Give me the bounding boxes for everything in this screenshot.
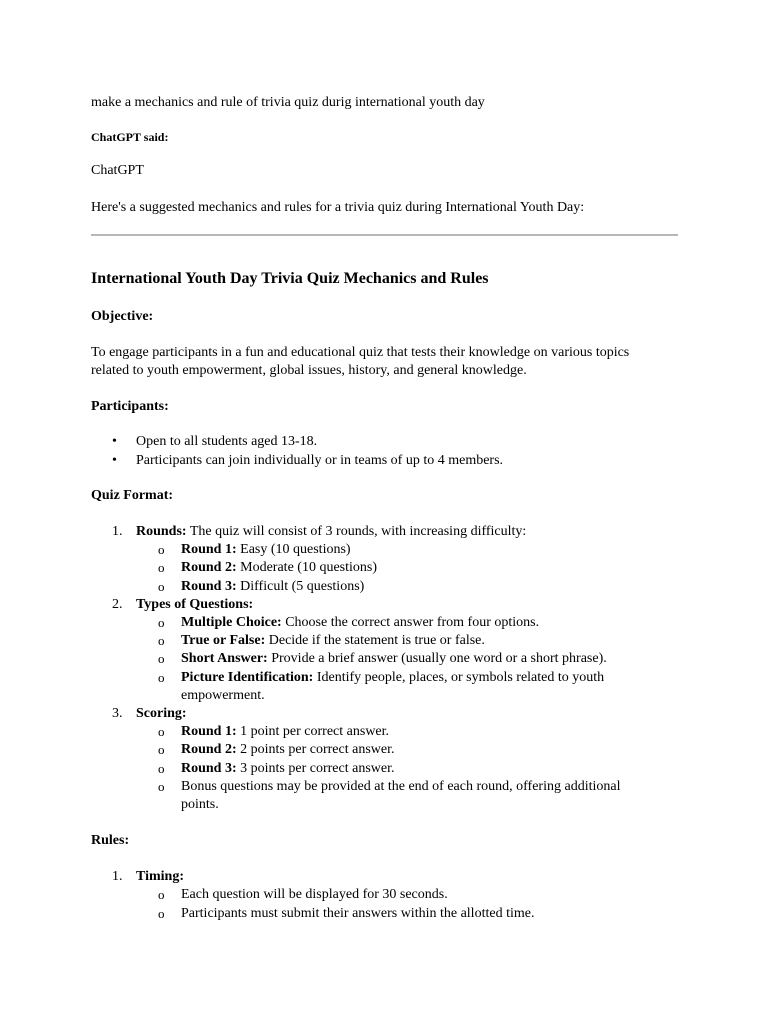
sub-bullet-marker: o	[158, 633, 165, 648]
participants-heading: Participants:	[91, 399, 169, 414]
sub-bullet-marker: o	[158, 560, 165, 575]
bullet-marker: •	[112, 453, 117, 468]
horizontal-divider	[91, 234, 678, 236]
sub-list-item: Picture Identification: Identify people, places, or symbols related to youth	[181, 670, 605, 685]
sub-list-item: Each question will be displayed for 30 seconds.	[181, 887, 448, 902]
sub-bullet-marker: o	[158, 761, 165, 776]
sub-list-item: Round 3: 3 points per correct answer.	[181, 761, 395, 776]
objective-line-2: related to youth empowerment, global issues, history, and general knowledge.	[91, 363, 527, 378]
quiz-format-heading: Quiz Format:	[91, 488, 174, 503]
user-prompt: make a mechanics and rule of trivia quiz durig international youth day	[91, 95, 485, 110]
rules-heading: Rules:	[91, 833, 130, 848]
intro-text: Here's a suggested mechanics and rules for a trivia quiz during International Youth Day:	[91, 200, 585, 215]
list-item-timing: Timing:	[136, 869, 184, 884]
sub-list-item-continuation: empowerment.	[181, 688, 265, 703]
objective-line-1: To engage participants in a fun and educational quiz that tests their knowledge on various topics	[91, 345, 630, 360]
list-number: 1.	[112, 524, 123, 539]
sub-bullet-marker: o	[158, 579, 165, 594]
sub-list-item: Bonus questions may be provided at the end of each round, offering additional	[181, 779, 621, 794]
sub-list-item: Short Answer: Provide a brief answer (usually one word or a short phrase).	[181, 651, 607, 666]
sub-bullet-marker: o	[158, 542, 165, 557]
sub-list-item: Round 2: 2 points per correct answer.	[181, 742, 395, 757]
sub-list-item: Round 2: Moderate (10 questions)	[181, 560, 377, 575]
list-number: 2.	[112, 597, 123, 612]
sub-bullet-marker: o	[158, 779, 165, 794]
sub-bullet-marker: o	[158, 724, 165, 739]
list-item-scoring: Scoring:	[136, 706, 187, 721]
sub-bullet-marker: o	[158, 742, 165, 757]
speaker-label: ChatGPT said:	[91, 130, 169, 144]
sub-bullet-marker: o	[158, 906, 165, 921]
objective-heading: Objective:	[91, 309, 154, 324]
list-number: 3.	[112, 706, 123, 721]
sub-list-item: Participants must submit their answers within the allotted time.	[181, 906, 535, 921]
sub-bullet-marker: o	[158, 615, 165, 630]
sub-list-item: Multiple Choice: Choose the correct answer from four options.	[181, 615, 540, 630]
sub-list-item: Round 1: Easy (10 questions)	[181, 542, 351, 557]
participants-item: Open to all students aged 13-18.	[136, 434, 318, 449]
sub-bullet-marker: o	[158, 887, 165, 902]
assistant-name: ChatGPT	[91, 163, 144, 178]
sub-list-item: True or False: Decide if the statement is true or false.	[181, 633, 485, 648]
sub-list-item: Round 3: Difficult (5 questions)	[181, 579, 365, 594]
sub-list-item: Round 1: 1 point per correct answer.	[181, 724, 390, 739]
participants-item: Participants can join individually or in teams of up to 4 members.	[136, 453, 504, 468]
document-title: International Youth Day Trivia Quiz Mechanics and Rules	[91, 270, 489, 287]
sub-bullet-marker: o	[158, 651, 165, 666]
bullet-marker: •	[112, 434, 117, 449]
sub-bullet-marker: o	[158, 670, 165, 685]
list-item-rounds: Rounds: The quiz will consist of 3 rounds, with increasing difficulty:	[136, 524, 527, 539]
sub-list-item-continuation: points.	[181, 797, 219, 812]
list-number: 1.	[112, 869, 123, 884]
list-item-question-types: Types of Questions:	[136, 597, 254, 612]
